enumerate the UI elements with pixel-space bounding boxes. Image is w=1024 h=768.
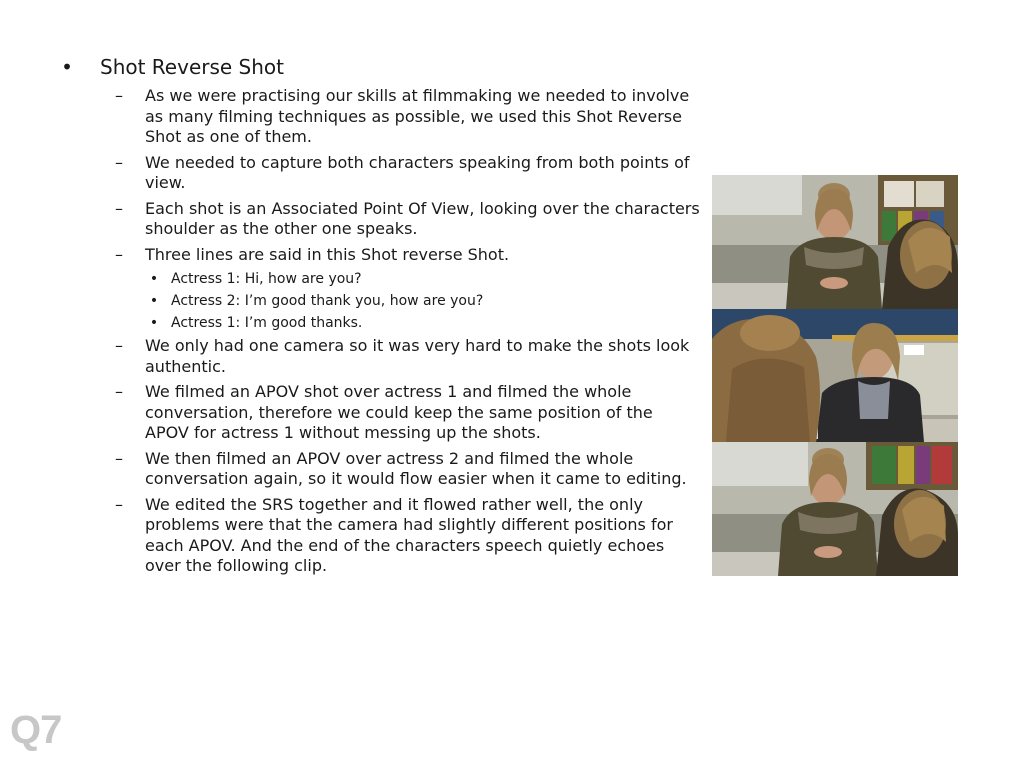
main-bullet-text: Shot Reverse Shot bbox=[100, 55, 285, 79]
sub-bullet-text: Each shot is an Associated Point Of View, looking over the characters shoulder as the other one speaks. bbox=[145, 198, 700, 238]
sub-bullet bbox=[113, 245, 700, 266]
film-still-actress-1 bbox=[712, 175, 958, 309]
dialogue-line bbox=[149, 292, 700, 310]
dash-marker: – bbox=[115, 244, 123, 264]
film-still-actress-2 bbox=[712, 309, 958, 442]
sub-bullet bbox=[113, 336, 700, 377]
sub-bullet-text: We only had one camera so it was very hard to make the shots look authentic. bbox=[145, 336, 690, 376]
sub-bullet bbox=[113, 495, 700, 577]
dialogue-list bbox=[149, 270, 700, 332]
sub-bullet bbox=[113, 382, 700, 444]
sub-bullet-text: We edited the SRS together and it flowed rather well, the only problems were that the camera had slightly different positions for each APOV. And the end of the characters speech quietly echoes over the following clip. bbox=[145, 494, 673, 575]
dialogue-line bbox=[149, 270, 700, 288]
sub-bullet-list bbox=[113, 86, 700, 577]
dash-marker: – bbox=[115, 86, 123, 105]
bullet-marker: • bbox=[149, 293, 159, 309]
dialogue-text: Actress 2: I’m good thank you, how are you? bbox=[171, 293, 484, 309]
sub-bullet-text: We then filmed an APOV over actress 2 and filmed the whole conversation again, so it would flow easier when it came to editing. bbox=[145, 448, 687, 488]
dialogue-line bbox=[149, 314, 700, 332]
sub-bullet-text: We filmed an APOV shot over actress 1 and filmed the whole conversation, therefore we could keep the same position of the APOV for actress 1 without messing up the shots. bbox=[145, 382, 653, 442]
sub-bullet bbox=[113, 449, 700, 490]
dash-marker: – bbox=[115, 198, 123, 218]
bullet-marker: • bbox=[61, 55, 73, 79]
main-bullet bbox=[60, 54, 700, 80]
dialogue-text: Actress 1: I’m good thanks. bbox=[171, 315, 363, 331]
sub-bullet-text: As we were practising our skills at filmmaking we needed to involve as many filming techniques as possible, we used this Shot Reverse Shot as one of them. bbox=[145, 86, 690, 146]
sub-bullet bbox=[113, 86, 700, 148]
dash-marker: – bbox=[115, 336, 123, 355]
sub-bullet-text: Three lines are said in this Shot reverse Shot. bbox=[145, 244, 510, 264]
sub-bullet bbox=[113, 153, 700, 194]
bullet-marker: • bbox=[149, 271, 159, 287]
film-stills bbox=[712, 175, 958, 576]
slide-body bbox=[60, 54, 700, 582]
bullet-marker: • bbox=[149, 315, 159, 331]
sub-bullet-text: We needed to capture both characters speaking from both points of view. bbox=[145, 152, 690, 192]
dash-marker: – bbox=[115, 494, 123, 514]
dash-marker: – bbox=[115, 152, 123, 172]
film-still-actress-1-reverse bbox=[712, 442, 958, 576]
dash-marker: – bbox=[115, 382, 123, 401]
dash-marker: – bbox=[115, 448, 123, 468]
dialogue-text: Actress 1: Hi, how are you? bbox=[171, 271, 362, 287]
slide-label: Q7 bbox=[10, 708, 62, 752]
sub-bullet bbox=[113, 199, 700, 240]
